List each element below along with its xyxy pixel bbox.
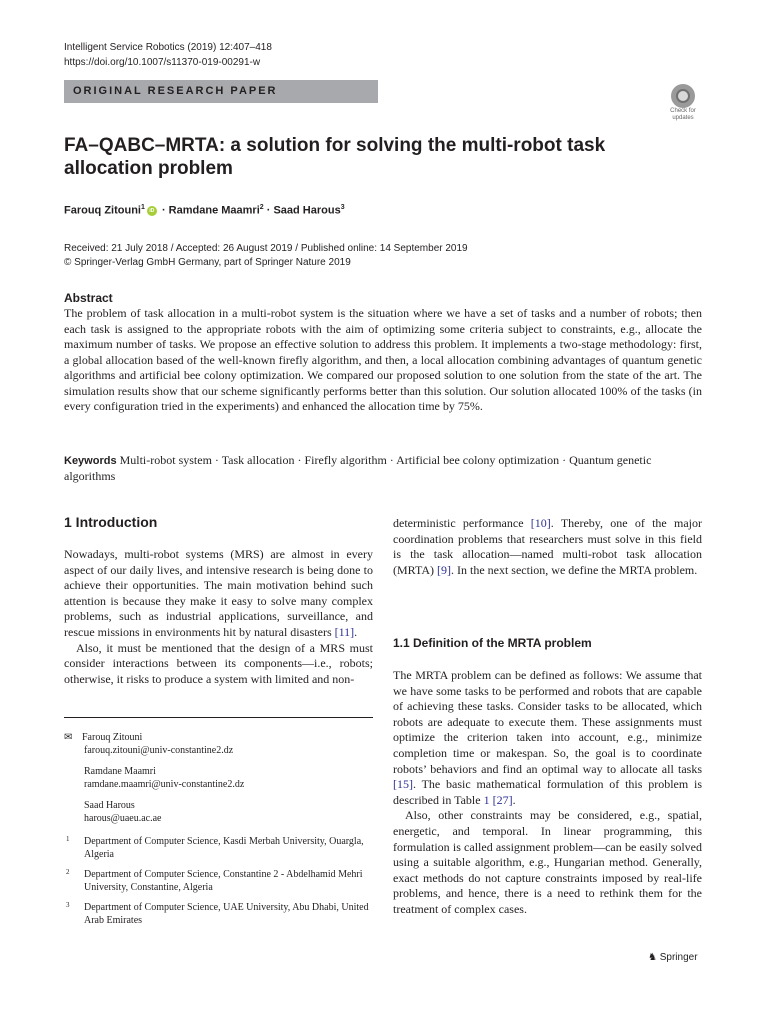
author-separator: ·	[263, 204, 274, 217]
paragraph-text: .	[354, 624, 358, 639]
abstract-heading: Abstract	[64, 291, 113, 305]
table-link[interactable]: 1	[483, 792, 490, 807]
contact-email[interactable]: farouq.zitouni@univ-constantine2.dz	[84, 745, 234, 756]
paragraph	[393, 516, 702, 578]
paragraph-text: The MRTA problem can be defined as follows: We assume that we have some tasks to be performed and robots that are capable of achieving these tasks. Consider tasks to be allocated, which robots are adequate to execute them. These assignments must optimize the criterion taken into account, e.g., minimize completion time or makespan. So, the goal is to coordinate robots’ behaviors and find an optimal way to allocate all tasks	[393, 668, 702, 776]
citation-link[interactable]: [9]	[436, 562, 451, 577]
copyright-line: © Springer-Verlag GmbH Germany, part of Springer Nature 2019	[64, 257, 351, 268]
publication-dates	[64, 242, 468, 270]
keywords-label: Keywords	[64, 455, 117, 467]
publisher-name: Springer	[659, 952, 698, 963]
affiliation-entry	[64, 868, 373, 894]
author-name: Farouq Zitouni	[64, 204, 141, 217]
paragraph: Also, other constraints may be considered, e.g., spatial, energetic, and temporal. In linear programming, this formulation is called assignment problem—can be easily solved using a suitable algorithm, e.g., Hungarian method. Generally, exact methods do not capture constraints imposed by real-life problems, and hence, there is a need to rethink them for the treatment of complex cases.	[393, 808, 702, 916]
history-line: Received: 21 July 2018 / Accepted: 26 August 2019 / Published online: 14 September 2019	[64, 243, 468, 254]
paragraph	[393, 668, 702, 808]
paper-title: FA–QABC–MRTA: a solution for solving the multi-robot task allocation problem	[64, 135, 606, 179]
article-type-banner: ORIGINAL RESEARCH PAPER	[64, 80, 378, 103]
author-name: Saad Harous	[273, 204, 341, 217]
introduction-left-column	[64, 547, 373, 687]
contact-email[interactable]: ramdane.maamri@univ-constantine2.dz	[84, 779, 245, 790]
affiliation-number: 2	[66, 868, 70, 876]
paragraph-text: Nowadays, multi-robot systems (MRS) are almost in every aspect of our daily lives, and intensive research is being done to achieve their opportunities. The main motivation behind such attention is because they make it easy to solve many complex problems, such as industrial applications, surveillance, and rescue missions in environments hit by natural disasters	[64, 547, 373, 639]
affiliation-number: 3	[66, 901, 70, 909]
introduction-right-column	[393, 516, 702, 578]
orcid-icon[interactable]: iD	[147, 206, 157, 216]
paragraph-text: deterministic performance	[393, 516, 531, 530]
check-for-updates-label: Check for updates	[670, 108, 696, 121]
author-affiliation-mark: 1	[140, 204, 145, 211]
author-affiliation-mark: 3	[340, 204, 345, 211]
doi-link[interactable]: https://doi.org/10.1007/s11370-019-00291-w	[64, 57, 261, 68]
citation-link[interactable]: [15]	[393, 777, 413, 792]
paragraph-text: .	[512, 792, 516, 807]
contact-name: Ramdane Maamri	[84, 766, 156, 777]
paragraph-text: . Thereby, one of the major coordination problems that researchers must solve in this field is the task allocation—named multi-robot task allocation (MRTA)	[393, 516, 702, 577]
section-heading-introduction: 1 Introduction	[64, 514, 158, 530]
contact-name: Saad Harous	[84, 800, 135, 811]
paragraph-text: . In the next section, we define the MRTA problem.	[450, 562, 698, 577]
author-affiliation-mark: 2	[259, 204, 264, 211]
abstract-text: The problem of task allocation in a multi-robot system is the situation where we have a set of tasks and a number of robots; then each task is assigned to the appropriate robots with the aim of optimizing some criteria subject to constraints, e.g., allocate the maximum number of tasks. We propose an effective solution to address this problem. It implements a two-stage methodology: first, a global allocation based of the well-known firefly algorithm, and then, a local allocation combining advantages of quantum genetic algorithms and artificial bee colony optimization. We compared our proposed solution to one solution from the state of the art. The simulation results show that our scheme significantly performs better than this solution. Our solution allocated 100% of the tasks (in every configuration tried in the experiments) and enhanced the allocation time by 75%.	[64, 306, 702, 413]
check-for-updates-icon	[671, 84, 695, 108]
journal-citation: Intelligent Service Robotics (2019) 12:407–418	[64, 42, 272, 53]
mrta-definition-column	[393, 668, 702, 918]
author-list	[64, 204, 345, 217]
contact-entry	[84, 799, 373, 825]
paragraph: Also, it must be mentioned that the design of a MRS must consider interactions between its components—i.e., robots; otherwise, it risks to produce a system with limited and non-	[64, 640, 373, 686]
affiliations	[64, 835, 373, 934]
footnote-divider	[64, 717, 373, 718]
springer-horse-icon: ♞	[648, 952, 657, 963]
paragraph-text: . The basic mathematical formulation of this problem is described in Table	[393, 777, 702, 807]
publisher-footer	[648, 952, 698, 963]
contact-entry	[84, 765, 373, 791]
contact-email[interactable]: harous@uaeu.ac.ae	[84, 813, 162, 824]
envelope-icon: ✉	[64, 732, 73, 743]
citation-link[interactable]: [11]	[334, 624, 355, 639]
keywords-list: Multi-robot system · Task allocation · Firefly algorithm · Artificial bee colony optimization · Quantum genetic algorithms	[64, 453, 652, 483]
citation-link[interactable]: [27]	[492, 792, 513, 807]
author-contacts	[64, 731, 373, 833]
contact-entry	[64, 731, 373, 757]
affiliation-entry	[64, 835, 373, 861]
paragraph	[64, 547, 373, 641]
citation-link[interactable]: [10]	[530, 516, 551, 530]
keywords	[64, 453, 702, 484]
author-name: Ramdane Maamri	[168, 204, 260, 217]
journal-info	[64, 40, 272, 70]
affiliation-text: Department of Computer Science, UAE University, Abu Dhabi, United Arab Emirates	[84, 902, 369, 926]
contact-name: Farouq Zitouni	[82, 732, 143, 743]
check-for-updates-badge[interactable]	[664, 84, 702, 124]
affiliation-entry	[64, 901, 373, 927]
affiliation-text: Department of Computer Science, Constantine 2 - Abdelhamid Mehri University, Constantine, Algeria	[84, 869, 363, 893]
subsection-heading-mrta: 1.1 Definition of the MRTA problem	[393, 636, 592, 650]
affiliation-number: 1	[66, 835, 70, 843]
author-separator: ·	[158, 204, 169, 217]
affiliation-text: Department of Computer Science, Kasdi Merbah University, Ouargla, Algeria	[84, 836, 364, 860]
